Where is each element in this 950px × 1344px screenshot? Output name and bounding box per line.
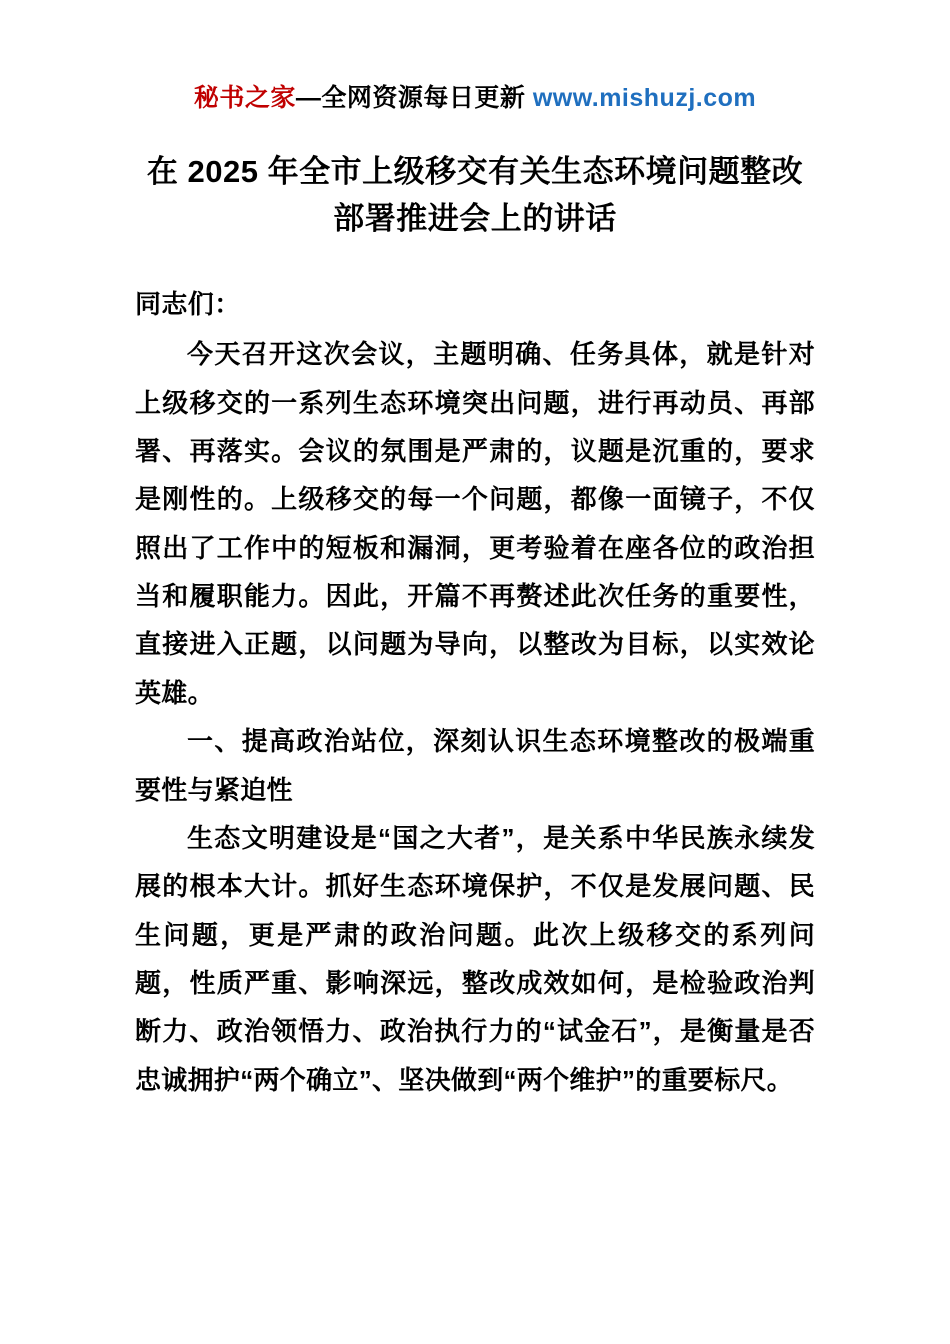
- site-tagline: —全网资源每日更新: [295, 84, 533, 112]
- body-paragraph-1: 今天召开这次会议，主题明确、任务具体，就是针对上级移交的一系列生态环境突出问题，进行再动员、再部署、再落实。会议的氛围是严肃的，议题是沉重的，要求是刚性的。上级移交的每一个问题，都像一面镜子，不仅照出了工作中的短板和漏洞，更考验着在座各位的政治担当和履职能力。因此，开篇不再赘述此次任务的重要性，直接进入正题，以问题为导向，以整改为目标，以实效论英雄。: [135, 339, 815, 708]
- site-brand-name: 秘书之家: [193, 84, 296, 112]
- section-heading-1: 一、提高政治站位，深刻认识生态环境整改的极端重要性与紧迫性: [135, 726, 815, 805]
- body-paragraph-2: 生态文明建设是“国之大者”，是关系中华民族永续发展的根本大计。抓好生态环境保护，不仅是发展问题、民生问题，更是严肃的政治问题。此次上级移交的系列问题，性质严重、影响深远，整改成效如何，是检验政治判断力、政治领悟力、政治执行力的“试金石”，是衡量是否忠诚拥护“两个确立”、坚决做到“两个维护”的重要标尺。: [135, 822, 815, 1095]
- salutation: 同志们：: [135, 289, 241, 320]
- page-title: 在 2025 年全市上级移交有关生态环境问题整改部署推进会上的讲话: [146, 154, 804, 237]
- site-banner: [135, 78, 815, 114]
- site-url[interactable]: www.mishuzj.com: [532, 84, 757, 112]
